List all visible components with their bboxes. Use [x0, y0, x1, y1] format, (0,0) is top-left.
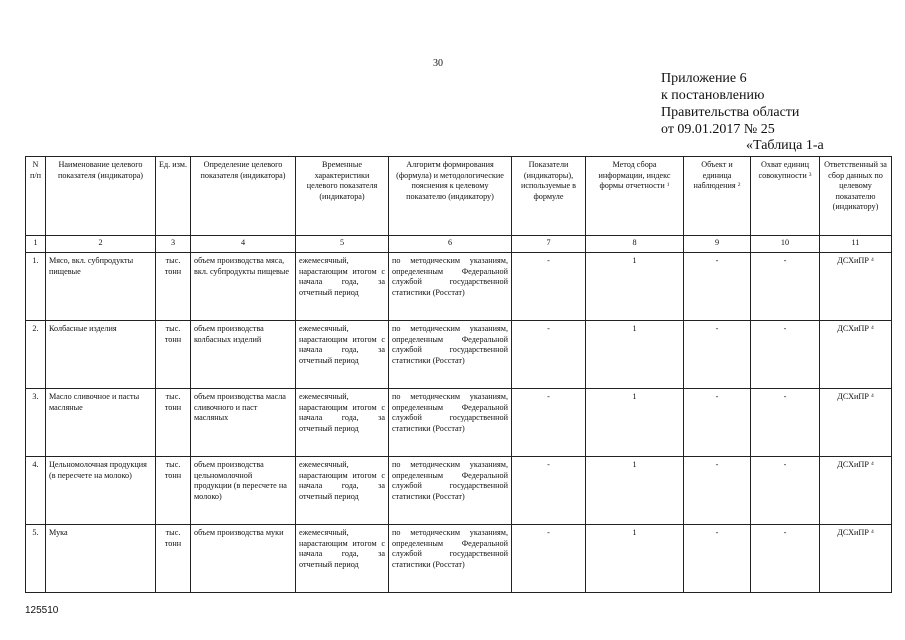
- row-number: [26, 321, 46, 389]
- header-text: Определение целевого показателя (индикатора): [200, 160, 286, 180]
- column-number: 1: [26, 236, 46, 253]
- header-text: Наименование целевого показателя (индикатора): [57, 160, 144, 180]
- appendix-heading: [661, 70, 799, 138]
- responsible-cell: [820, 321, 892, 389]
- time-characteristic-cell: [296, 321, 389, 389]
- column-number: 6: [389, 236, 512, 253]
- definition-cell-text: объем производства колбасных изделий: [194, 324, 264, 344]
- unit-cell-text: тыс. тонн: [164, 528, 182, 548]
- algorithm-cell: [389, 253, 512, 321]
- indicator-name-text: Масло сливочное и пасты масляные: [49, 392, 140, 412]
- algorithm-cell: [389, 389, 512, 457]
- row-number-text: 4.: [32, 460, 39, 469]
- header-text: Объект и единица наблюдения: [693, 160, 736, 190]
- responsible-cell-text: ДСХиПР: [837, 256, 869, 265]
- row-number: [26, 525, 46, 593]
- footnote-mark: 1: [666, 182, 670, 188]
- definition-cell-text: объем производства масла сливочного и паст масляных: [194, 392, 286, 422]
- collection-method-cell-text: 1: [632, 392, 637, 401]
- responsible-cell: [820, 253, 892, 321]
- table-row: [26, 525, 892, 593]
- observation-object-cell-text: -: [715, 256, 719, 265]
- collection-method-cell: [586, 321, 684, 389]
- header-text: N п/п: [29, 160, 42, 180]
- column-number: 2: [46, 236, 156, 253]
- formula-indicators-cell-text: -: [547, 256, 550, 265]
- header-cell: [820, 157, 892, 236]
- definition-cell: [191, 389, 296, 457]
- coverage-cell-text: -: [783, 256, 787, 265]
- indicators-table: [25, 156, 892, 593]
- responsible-cell: [820, 389, 892, 457]
- header-cell: [512, 157, 586, 236]
- collection-method-cell: [586, 525, 684, 593]
- collection-method-cell: [586, 253, 684, 321]
- footnote-mark: 4: [870, 529, 874, 535]
- collection-method-cell-text: 1: [632, 528, 637, 537]
- row-number: [26, 253, 46, 321]
- appendix-line: Правительства области: [661, 105, 800, 120]
- row-number: [26, 389, 46, 457]
- unit-cell: [156, 389, 191, 457]
- page-number: 30: [433, 58, 443, 69]
- definition-cell: [191, 321, 296, 389]
- header-cell: [191, 157, 296, 236]
- coverage-cell: [751, 457, 820, 525]
- header-text: Ответственный за сбор данных по целевому показателю (индикатору): [824, 160, 887, 211]
- formula-indicators-cell-text: -: [547, 324, 550, 333]
- appendix-line: Приложение 6: [661, 71, 747, 86]
- row-number-text: 1.: [32, 256, 39, 265]
- indicator-name: [46, 525, 156, 593]
- formula-indicators-cell-text: -: [547, 528, 550, 537]
- appendix-line: к постановлению: [661, 88, 765, 103]
- indicator-name: [46, 321, 156, 389]
- header-text: Охват единиц совокупности: [758, 160, 810, 180]
- algorithm-cell-text: по методическим указаниям, определенным Федеральной службой государственной статистики (Росстат): [392, 392, 508, 433]
- header-text: Ед. изм.: [159, 160, 187, 169]
- row-number-text: 2.: [32, 324, 39, 333]
- header-cell: [389, 157, 512, 236]
- table-row: [26, 253, 892, 321]
- unit-cell-text: тыс. тонн: [164, 460, 182, 480]
- collection-method-cell: [586, 389, 684, 457]
- column-number: 9: [684, 236, 751, 253]
- observation-object-cell-text: -: [715, 324, 719, 333]
- header-cell: [46, 157, 156, 236]
- collection-method-cell-text: 1: [632, 460, 637, 469]
- header-cell: [296, 157, 389, 236]
- formula-indicators-cell-text: -: [547, 460, 550, 469]
- time-characteristic-cell-text: ежемесячный, нарастающим итогом с начала года, за отчетный период: [299, 528, 385, 569]
- unit-cell: [156, 253, 191, 321]
- column-number: 8: [586, 236, 684, 253]
- algorithm-cell-text: по методическим указаниям, определенным Федеральной службой государственной статистики (Росстат): [392, 256, 508, 297]
- footnote-mark: 4: [870, 325, 874, 331]
- header-text: Алгоритм формирования (формула) и методологические пояснения к целевому показателю (индикатору): [396, 160, 504, 201]
- time-characteristic-cell: [296, 389, 389, 457]
- table-label: «Таблица 1-а: [746, 138, 824, 153]
- collection-method-cell-text: 1: [632, 256, 637, 265]
- column-number: 11: [820, 236, 892, 253]
- algorithm-cell: [389, 321, 512, 389]
- definition-cell: [191, 525, 296, 593]
- definition-cell-text: объем производства мяса, вкл. субпродукты пищевые: [194, 256, 289, 276]
- header-cell: [586, 157, 684, 236]
- definition-cell: [191, 253, 296, 321]
- column-number: 5: [296, 236, 389, 253]
- formula-indicators-cell: [512, 389, 586, 457]
- indicator-name: [46, 457, 156, 525]
- header-text: Метод сбора информации, индекс формы отчетности: [598, 160, 671, 190]
- column-number: 4: [191, 236, 296, 253]
- time-characteristic-cell-text: ежемесячный, нарастающим итогом с начала года, за отчетный период: [299, 460, 385, 501]
- table-row: [26, 321, 892, 389]
- column-number: 10: [751, 236, 820, 253]
- header-text: Временные характеристики целевого показателя (индикатора): [306, 160, 378, 201]
- footnote-mark: 4: [870, 393, 874, 399]
- coverage-cell-text: -: [783, 460, 787, 469]
- header-text: Показатели (индикаторы), используемые в формуле: [520, 160, 577, 201]
- formula-indicators-cell: [512, 457, 586, 525]
- indicator-name-text: Мука: [49, 528, 68, 537]
- observation-object-cell: [684, 389, 751, 457]
- observation-object-cell-text: -: [715, 392, 719, 401]
- unit-cell-text: тыс. тонн: [164, 256, 182, 276]
- algorithm-cell-text: по методическим указаниям, определенным Федеральной службой государственной статистики (Росстат): [392, 324, 508, 365]
- table-row: [26, 457, 892, 525]
- footer-code: 125510: [25, 605, 59, 616]
- algorithm-cell-text: по методическим указаниям, определенным Федеральной службой государственной статистики (Росстат): [392, 460, 508, 501]
- row-number-text: 5.: [32, 528, 39, 537]
- header-cell: [156, 157, 191, 236]
- coverage-cell: [751, 321, 820, 389]
- observation-object-cell-text: -: [715, 528, 719, 537]
- responsible-cell-text: ДСХиПР: [837, 528, 869, 537]
- observation-object-cell: [684, 253, 751, 321]
- row-number: [26, 457, 46, 525]
- time-characteristic-cell: [296, 525, 389, 593]
- definition-cell-text: объем производства цельномолочной продукции (в пересчете на молоко): [194, 460, 287, 501]
- responsible-cell-text: ДСХиПР: [837, 460, 869, 469]
- responsible-cell-text: ДСХиПР: [837, 392, 869, 401]
- responsible-cell-text: ДСХиПР: [837, 324, 869, 333]
- time-characteristic-cell-text: ежемесячный, нарастающим итогом с начала года, за отчетный период: [299, 256, 385, 297]
- footnote-mark: 3: [808, 171, 812, 178]
- indicator-name-text: Мясо, вкл. субпродукты пищевые: [49, 256, 134, 276]
- row-number-text: 3.: [32, 392, 39, 401]
- table-header-row: [26, 157, 892, 236]
- table-row: [26, 389, 892, 457]
- formula-indicators-cell: [512, 321, 586, 389]
- indicator-name-text: Колбасные изделия: [49, 324, 117, 333]
- column-number: 3: [156, 236, 191, 253]
- coverage-cell-text: -: [783, 324, 787, 333]
- formula-indicators-cell: [512, 525, 586, 593]
- footnote-mark: 4: [870, 461, 874, 467]
- header-cell: [26, 157, 46, 236]
- coverage-cell-text: -: [783, 392, 787, 401]
- footnote-mark: 4: [870, 257, 874, 263]
- coverage-cell: [751, 389, 820, 457]
- indicator-name: [46, 389, 156, 457]
- formula-indicators-cell-text: -: [547, 392, 550, 401]
- observation-object-cell: [684, 321, 751, 389]
- time-characteristic-cell: [296, 253, 389, 321]
- column-number-row: [26, 236, 892, 253]
- appendix-line: от 09.01.2017 № 25: [661, 122, 775, 137]
- coverage-cell-text: -: [783, 528, 787, 537]
- time-characteristic-cell: [296, 457, 389, 525]
- time-characteristic-cell-text: ежемесячный, нарастающим итогом с начала года, за отчетный период: [299, 392, 385, 433]
- algorithm-cell-text: по методическим указаниям, определенным Федеральной службой государственной статистики (Росстат): [392, 528, 508, 569]
- observation-object-cell: [684, 457, 751, 525]
- unit-cell: [156, 525, 191, 593]
- formula-indicators-cell: [512, 253, 586, 321]
- responsible-cell: [820, 457, 892, 525]
- indicator-name: [46, 253, 156, 321]
- unit-cell: [156, 321, 191, 389]
- unit-cell-text: тыс. тонн: [164, 324, 182, 344]
- responsible-cell: [820, 525, 892, 593]
- algorithm-cell: [389, 457, 512, 525]
- observation-object-cell-text: -: [715, 460, 719, 469]
- collection-method-cell-text: 1: [632, 324, 637, 333]
- header-cell: [684, 157, 751, 236]
- coverage-cell: [751, 525, 820, 593]
- time-characteristic-cell-text: ежемесячный, нарастающим итогом с начала года, за отчетный период: [299, 324, 385, 365]
- definition-cell: [191, 457, 296, 525]
- coverage-cell: [751, 253, 820, 321]
- unit-cell-text: тыс. тонн: [164, 392, 182, 412]
- algorithm-cell: [389, 525, 512, 593]
- indicator-name-text: Цельномолочная продукция (в пересчете на молоко): [49, 460, 147, 480]
- header-cell: [751, 157, 820, 236]
- collection-method-cell: [586, 457, 684, 525]
- unit-cell: [156, 457, 191, 525]
- footnote-mark: 2: [737, 182, 741, 188]
- column-number: 7: [512, 236, 586, 253]
- observation-object-cell: [684, 525, 751, 593]
- definition-cell-text: объем производства муки: [194, 528, 284, 537]
